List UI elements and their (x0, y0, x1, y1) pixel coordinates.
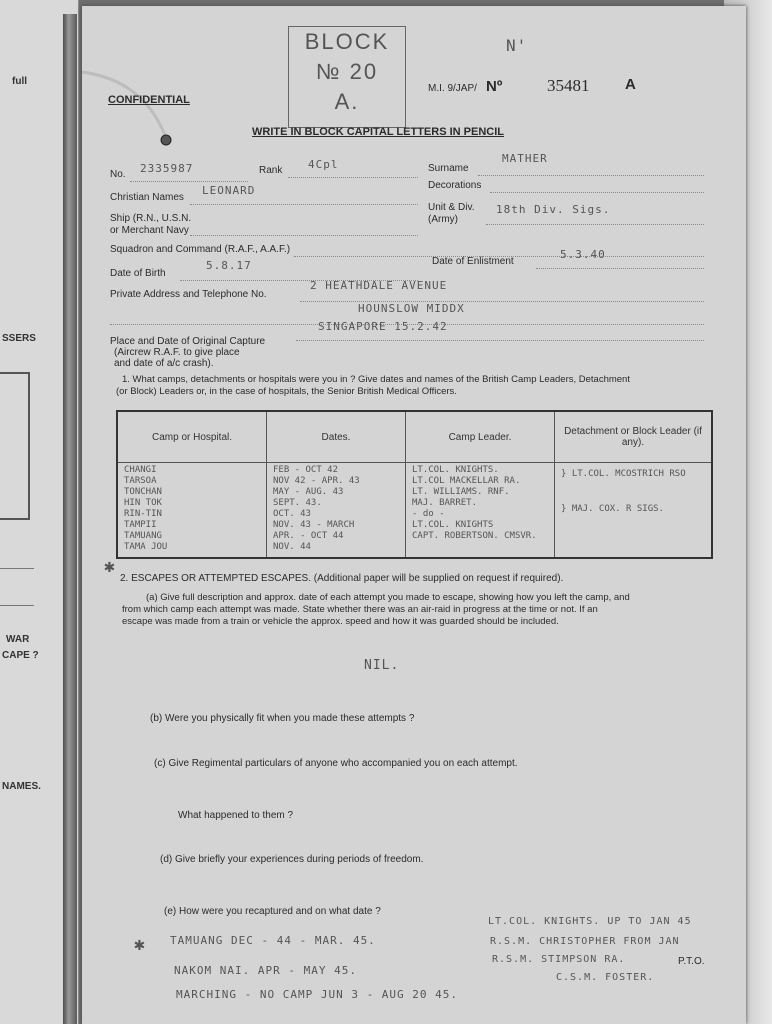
date-entry: SEPT. 43. (273, 498, 322, 508)
form-reference: M.I. 9/JAP/ (428, 83, 477, 94)
field-line (190, 235, 418, 236)
q2e-note-2: R.S.M. CHRISTOPHER FROM JAN (490, 936, 680, 947)
surname-value: MATHER (502, 152, 548, 165)
unit-value: 18th Div. Sigs. (496, 203, 611, 216)
stamp-line: № 20 (315, 59, 379, 84)
capture-label-3: and date of a/c crash). (114, 358, 214, 369)
camp-entry: HIN TOK (124, 498, 162, 508)
leader-entry: - do - (412, 509, 445, 519)
field-line (486, 224, 704, 225)
form-number: 35481 (547, 76, 590, 95)
q2a-text-3: escape was made from a train or vehicle the approx. speed and how it was guarded should be included. (122, 616, 559, 627)
address-label: Private Address and Telephone No. (110, 289, 267, 300)
no-label: No. (110, 169, 126, 180)
decorations-label: Decorations (428, 180, 482, 191)
form-suffix: A (625, 76, 636, 93)
block-leader-entry: } MAJ. COX. R SIGS. (561, 504, 664, 514)
camp-entry: TAMPII (124, 520, 157, 530)
classification-label: CONFIDENTIAL (108, 94, 190, 106)
field-line (296, 340, 704, 341)
dob-value: 5.8.17 (206, 259, 252, 272)
tag-string-icon (82, 66, 272, 156)
capture-label-2: (Aircrew R.A.F. to give place (114, 347, 240, 358)
stamp-line: BLOCK (304, 29, 390, 54)
q2e-answer-3: MARCHING - NO CAMP JUN 3 - AUG 20 45. (176, 988, 459, 1001)
address-value-2: HOUNSLOW MIDDX (358, 302, 465, 315)
field-line (490, 192, 704, 193)
camp-entry: RIN-TIN (124, 509, 162, 519)
capture-label-1: Place and Date of Original Capture (110, 336, 266, 347)
ship-label-1: Ship (R.N., U.S.N. (110, 213, 192, 224)
field-line (190, 204, 418, 205)
date-entry: MAY - AUG. 43 (273, 487, 344, 497)
leader-entry: LT.COL. KNIGHTS. (412, 465, 499, 475)
field-line (536, 268, 704, 269)
col-camp-header: Camp or Hospital. (117, 411, 267, 463)
asterisk-mark-icon: ✱ (134, 934, 146, 955)
left-rule (0, 605, 34, 606)
q1-text-1: 1. What camps, detachments or hospitals were you in ? Give dates and names of the British Camp Leaders, Detachment (122, 374, 630, 385)
block-leader-entry: } LT.COL. MCOSTRICH RSO (561, 469, 686, 479)
leader-entry: CAPT. ROBERTSON. CMSVR. (412, 531, 537, 541)
service-number-value: 2335987 (140, 162, 194, 175)
date-entry: APR. - OCT 44 (273, 531, 344, 541)
leader-entry: LT.COL. KNIGHTS (412, 520, 494, 530)
q1-text-2: (or Block) Leaders or, in the case of hospitals, the Senior British Medical Officers. (116, 386, 457, 397)
rank-label: Rank (259, 165, 283, 176)
camp-entry: TAMUANG (124, 531, 162, 541)
camp-entry: TONCHAN (124, 487, 162, 497)
date-entry: FEB - OCT 42 (273, 465, 339, 475)
col-block-leader-header: Detachment or Block Leader (if any). (555, 411, 713, 463)
camp-entry: TARSOA (124, 476, 157, 486)
camp-entry: TAMA JOU (124, 542, 168, 552)
q2c-sub-text: What happened to them ? (178, 810, 294, 821)
enlistment-label: Date of Enlistment (432, 256, 514, 267)
number-label: Nº (486, 78, 503, 95)
christian-names-value: LEONARD (202, 184, 256, 197)
instruction-heading: WRITE IN BLOCK CAPITAL LETTERS IN PENCIL (252, 126, 504, 138)
pto-label: P.T.O. (678, 956, 705, 967)
leader-entry: LT.COL MACKELLAR RA. (412, 476, 521, 486)
left-fragment-full: full (12, 76, 27, 87)
leader-entry: LT. WILLIAMS. RNF. (412, 487, 510, 497)
field-line (130, 181, 248, 182)
dates-cell (267, 463, 406, 559)
ship-label-2: or Merchant Navy (110, 225, 189, 236)
q2e-answer-1: TAMUANG DEC - 44 - MAR. 45. (170, 934, 376, 947)
surname-label: Surname (428, 163, 469, 174)
leaders-cell (406, 463, 555, 559)
q2c-text: (c) Give Regimental particulars of anyone who accompanied you on each attempt. (154, 758, 518, 769)
address-value-1: 2 HEATHDALE AVENUE (310, 279, 448, 292)
capture-value: SINGAPORE 15.2.42 (318, 320, 448, 333)
camp-entry: CHANGI (124, 465, 157, 475)
rank-value: 4Cpl (308, 158, 339, 171)
q2-heading: 2. ESCAPES OR ATTEMPTED ESCAPES. (Additional paper will be supplied on request if required). (120, 573, 564, 584)
q2a-text-2: from which camp each attempt was made. State whether there was an air-raid in progress at the time or not. If an (122, 604, 598, 615)
leader-entry: MAJ. BARRET. (412, 498, 478, 508)
christian-names-label: Christian Names (110, 192, 184, 203)
squadron-label: Squadron and Command (R.A.F., A.A.F.) (110, 244, 291, 255)
enlistment-value: 5.3.40 (560, 248, 606, 261)
binding-spine (63, 14, 77, 1024)
q2e-note-4: C.S.M. FOSTER. (556, 972, 655, 983)
q2a-text-1: (a) Give full description and approx. date of each attempt you made to escape, showing how you left the camp, and (146, 592, 630, 603)
date-entry: NOV. 44 (273, 542, 311, 552)
left-fragment-names: NAMES. (2, 781, 41, 792)
q2a-answer: NIL. (364, 658, 400, 673)
left-table-box (0, 372, 30, 520)
left-rule (0, 568, 34, 569)
q2d-text: (d) Give briefly your experiences during periods of freedom. (160, 854, 424, 865)
block-leaders-cell (555, 463, 713, 559)
field-line (288, 177, 418, 178)
dob-label: Date of Birth (110, 268, 166, 279)
q2e-answer-2: NAKOM NAI. APR - MAY 45. (174, 964, 357, 977)
q2e-note-1: LT.COL. KNIGHTS. UP TO JAN 45 (488, 916, 692, 927)
asterisk-mark-icon: ✱ (104, 556, 116, 577)
pencil-mark: N' (506, 36, 528, 55)
unit-label-1: Unit & Div. (428, 202, 475, 213)
col-dates-header: Dates. (267, 411, 406, 463)
date-entry: OCT. 43 (273, 509, 311, 519)
camps-cell (117, 463, 267, 559)
q2e-text: (e) How were you recaptured and on what date ? (164, 906, 381, 917)
field-line (478, 175, 704, 176)
left-fragment-war: WAR (6, 634, 30, 645)
stamp-line: A. (334, 89, 360, 114)
pow-questionnaire-page (82, 6, 746, 1024)
camps-table (116, 410, 713, 559)
unit-label-2: (Army) (428, 214, 458, 225)
date-entry: NOV 42 - APR. 43 (273, 476, 360, 486)
left-fragment-cape: CAPE ? (2, 650, 39, 661)
block-stamp (288, 26, 406, 128)
left-fragment-sers: SSERS (2, 333, 36, 344)
q2b-text: (b) Were you physically fit when you made these attempts ? (150, 713, 415, 724)
date-entry: NOV. 43 - MARCH (273, 520, 355, 530)
q2e-note-3: R.S.M. STIMPSON RA. (492, 954, 626, 965)
col-leader-header: Camp Leader. (406, 411, 555, 463)
